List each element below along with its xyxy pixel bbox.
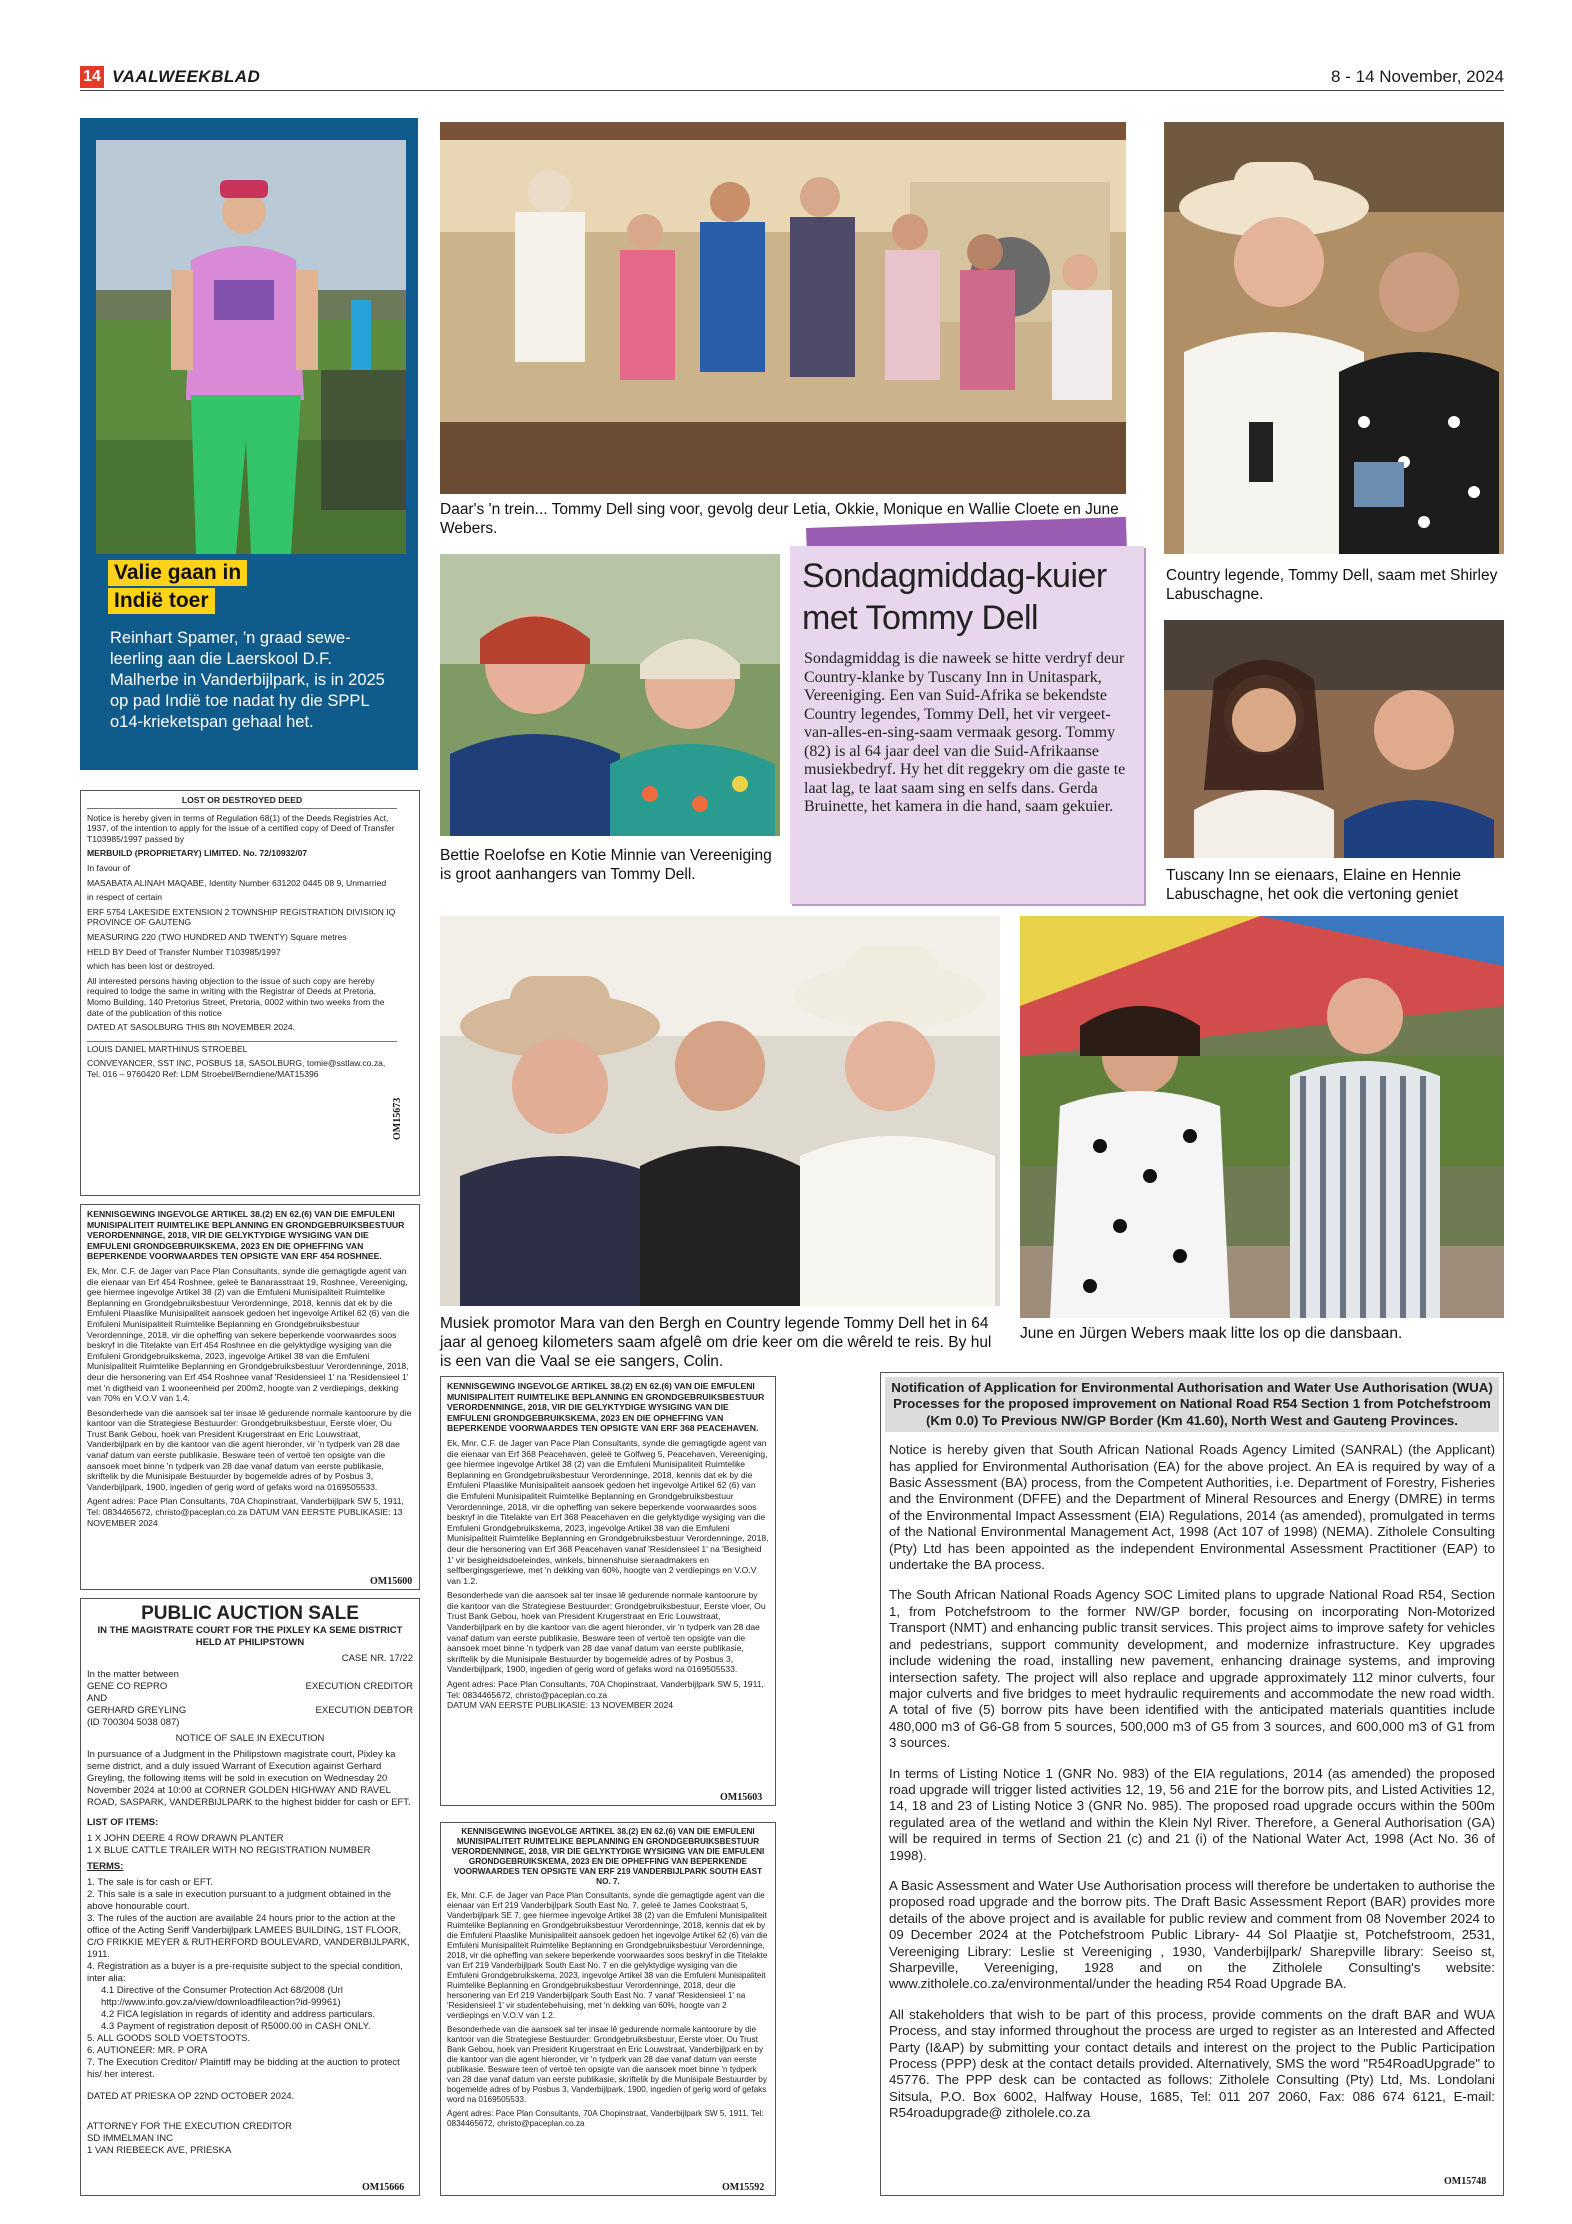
lost-deed-p6: ERF 5754 LAKESIDE EXTENSION 2 TOWNSHIP REGISTRATION DIVISION IQ PROVINCE OF GAUTENG (87, 906, 396, 928)
header-rule (80, 90, 1504, 91)
auction-t4b: 4.2 FICA legislation in regards of identity and address particulars. (101, 2009, 376, 2020)
feature-title-line1: Sondagmiddag-kuier (802, 557, 1107, 595)
auction-party2: GERHARD GREYLING (87, 1705, 187, 1716)
environmental-title: Notification of Application for Environmental Authorisation and Water Use Authorisation (WUA) Processes for the proposed improvement on National Road R54 Section 1 from Potchefstroom (Km 0.0) To Previous NW/GP Border (Km 41.60), North West and Gauteng Provinces. (885, 1377, 1499, 1432)
auction-t4a: 4.1 Directive of the Consumer Protection Act 68/2008 (Url http://www.info.gov.za/view/downloadfileaction?id-99961) (101, 1985, 343, 2008)
auction-role1: EXECUTION CREDITOR (305, 1681, 413, 1692)
vanderbijlpark-p1: Ek, Mnr. C.F. de Jager van Pace Plan Consultants, synde die gemagtigde agent van die eienaar van Erf 219 Vanderbijlpark South East No. 7, geleë te James Cookstraat 5, Vanderbijlpark SE 7, gee hiermee ingevolge Artikel 38 (2) van die Emfuleni Munisipaliteit Ruimtelike Beplanning en Grondgebruiksbestuur Verordenninge, 2018, kennis dat ek by die Emfuleni Plaaslike Munisipaliteit aansoek gedoen het ingevolge Artikel 62 (6) van die Emfuleni Munisipaliteit Ruimtelike Beplanning en Grondgebruiksbestuur Verordenninge, 2018, vir die opheffing van sekere beperkende voorwaardes soos beskryf in die Titelakte van Erf 219 Vanderbijlpark South East No. 7 en die gelyktydige wysiging van die Emfuleni Grondgebruikskema, 2023, ingevolge Artikel 38 van die Emfuleni Munisipaliteit Ruimtelike Beplanning en Grondgebruiksbestuur Verordenninge, 2018, deur die hersonering van Erf 219 Vanderbijlpark South East No. 7 vanaf 'Residensieel 1' na 'Residensieel 1' vir studentebehuising, met 'n dekking van 60%, hoogte van 2 verdiepings en V.O.V van 1.2. (447, 1891, 768, 2020)
auction-matter: In the matter between (87, 1669, 179, 1680)
auction-subtitle: IN THE MAGISTRATE COURT FOR THE PIXLEY KA SEME DISTRICT HELD AT PHILIPSTOWN (97, 1625, 403, 1648)
dance-train-photo (440, 122, 1126, 494)
auction-notice (80, 1598, 420, 2196)
lost-deed-ref: OM15673 (392, 1097, 403, 1140)
auction-notice-title: NOTICE OF SALE IN EXECUTION (175, 1733, 325, 1744)
vanderbijlpark-p2: Besonderhede van die aansoek sal ter insae lê gedurende normale kantoorure by die kantoor van die Strategiese Bestuurder: Grondgebruiksbestuur, Eerste vloer, Ou Trust Bank Gebou, hoek van President Krugerstraat en Eric Louwstraat, Vanderbijlpark en by die kantoor van die agent hieronder, vir 'n tydperk van 28 dae vanaf datum van eerste publikasie. Besware teen of vertoë ten opsigte van die aansoek moet binne 'n tydperk van 28 dae vanaf datum van eerste publikasie, skriftelik by die Munisipale Bestuurder by bogemelde adres of by Posbus 3, Vanderbijlpark, 1900, ingedien of gerig word of gefaks word na 0169505533. (447, 2025, 767, 2104)
page-number: 14 (80, 66, 104, 88)
peacehaven-p1: Ek, Mnr. C.F. de Jager van Pace Plan Consultants, synde die gemagtigde agent van die eienaar van Erf 368 Peacehaven, geleë te Golfweg 5, Peacehaven, Vereeniging, gee hiermee ingevolge Artikel 38 (2) van die Emfuleni Munisipaliteit Ruimtelike Beplanning en Grondgebruiksbestuur Verordenninge, 2018, kennis dat ek by die Emfuleni Plaaslike Munisipaliteit aansoek gedoen het ingevolge Artikel 62 (6) van die Emfuleni Munisipaliteit Ruimtelike Beplanning en Grondgebruiksbestuur Verordenninge, 2018, vir die opheffing van sekere beperkende voorwaardes soos beskryf in die Titelakte van Erf 368 Peacehaven en die gelyktydige wysiging van die Emfuleni Grondgebruikskema, 2023, ingevolge Artikel 38 van die Emfuleni Munisipaliteit Ruimtelike Beplanning en Grondgebruiksbestuur Verordenninge, 2018, deur die hersonering van Erf 368 Peacehaven vanaf 'Residensieel 1' na 'Besigheid 1' vir besigheidsdoeleindes, winkels, binnenshuise sieraadmakers en selfbergingsgeriewe, met 'n dekking van 60%, hoogte van 2 verdiepings en V.O.V van 1.2. (447, 1437, 769, 1586)
country-legend-caption: Country legende, Tommy Dell, saam met Shirley Labuschagne. (1166, 567, 1498, 603)
auction-and: AND (87, 1693, 108, 1704)
auction-attorney3: 1 VAN RIEBEECK AVE, PRIESKA (87, 2145, 232, 2156)
roshnee-title: KENNISGEWING INGEVOLGE ARTIKEL 38.(2) EN 62.(6) VAN DIE EMFULENI MUNISIPALITEIT RUIMTELIKE BEPLANNING EN GRONDGEBRUIKSBESTUUR VERORDENNINGE, 2018, VIR DIE GELYKTYDIGE WYSIGING VAN DIE EMFULENI GRONDGEBRUIKSKEMA, 2023 EN DIE OPHEFFING VAN BEPERKENDE VOORWAARDES TEN OPSIGTE VAN ERF 454 ROSHNEE. (87, 1209, 405, 1262)
auction-t4: 4. Registration as a buyer is a pre-requisite subject to the special condition, inter alia: (87, 1961, 403, 1984)
peacehaven-notice (440, 1376, 776, 1806)
lost-deed-notice (80, 790, 420, 1196)
tuscany-owners-photo (1164, 620, 1504, 858)
country-legend-photo (1164, 122, 1504, 554)
auction-role2: EXECUTION DEBTOR (315, 1705, 413, 1716)
auction-item1: 1 X JOHN DEERE 4 ROW DRAWN PLANTER (87, 1833, 284, 1844)
lost-deed-p4: MASABATA ALINAH MAQABE, Identity Number 631202 0445 08 9, Unmarried (87, 877, 387, 888)
india-headline-line1: Valie gaan in (108, 560, 247, 586)
auction-party1-row (87, 1681, 413, 1693)
roshnee-p1: Ek, Mnr. C.F. de Jager van Pace Plan Consultants, synde die gemagtigde agent van die eienaar van Erf 454 Roshnee, geleë te Banarasstraat 19, Roshnee, Vereeniging, gee hiermee ingevolge Artikel 38 (2) van die Emfuleni Munisipaliteit Ruimtelike Beplanning en Grondgebruiksbestuur Verordenninge, 2018, kennis dat ek by die Emfuleni Plaaslike Munisipaliteit aansoek gedoen het ingevolge Artikel 62 (6) van die Emfuleni Munisipaliteit Ruimtelike Beplanning en Grondgebruiksbestuur Verordenninge, 2018, vir die opheffing van sekere beperkende voorwaardes soos beskryf in die Titelakte van Erf 454 Roshnee en die gelyktydige wysiging van die Emfuleni Grondgebruikskema, 2023, ingevolge Artikel 38 van die Emfuleni Munisipaliteit Ruimtelike Beplanning en Grondgebruiksbestuur Verordenninge, 2018, deur die hersonering van Erf 454 Roshnee vanaf 'Residensieel 1' na 'Residensieel 1' met 'n digtheid van 1 wooneenheid per 200m2, hoogte van 2 verdiepings, dekking van 70% en V.O.V van 1.4. (87, 1265, 410, 1404)
auction-case: CASE NR. 17/22 (341, 1653, 413, 1664)
auction-party2-row (87, 1705, 413, 1717)
auction-item2: 1 X BLUE CATTLE TRAILER WITH NO REGISTRATION NUMBER (87, 1845, 371, 1856)
auction-p1: In pursuance of a Judgment in the Philipstown magistrate court, Pixley ka seme district, and a duly issued Warrant of Execution against Gerhard Greyling, the following items will be sold in execution on Wednesday 20 November 2024 at 10:00 at CORNER GOLDEN HIGHWAY AND RAVEL ROAD, SASPARK, VANDERBIJLPARK to the highest bidder for cash or EFT. (87, 1749, 411, 1808)
auction-t2: 2. This sale is a sale in execution pursuant to a judgment obtained in the above honourable court. (87, 1889, 392, 1912)
dance-caption: Daar's 'n trein... Tommy Dell sing voor, gevolg deur Letia, Okkie, Monique en Wallie Cloete en June Webers. (440, 501, 1119, 537)
peacehaven-p2: Besonderhede van die aansoek sal ter insae lê gedurende normale kantoorure by die kantoor van die Strategiese Bestuurder: Grondgebruiksbestuur, Eerste vloer, Ou Trust Bank Gebou, hoek van President Krugerstraat en Eric Louwstraat, Vanderbijlpark en by die kantoor van die agent hieronder, vir 'n tydperk van 28 dae vanaf datum van eerste publikasie. Besware teen of vertoë ten opsigte van die aansoek moet binne 'n tydperk van 28 dae vanaf datum van eerste publikasie, skriftelik by die Munisipale Bestuurder by bogemelde adres of by Posbus 3, Vanderbijlpark, 1900, ingedien of gerig word of gefaks word na 0169505533. (447, 1590, 766, 1675)
environmental-p5: All stakeholders that wish to be part of this process, provide comments on the draft BAR and WUA Process, and stay informed throughout the process are urged to register as an Interested and Affected Party (I&AP) by submitting your contact details and interest on the project to the Public Participation Process (PPP) desk at the contact details provided. Alternatively, SMS the word "R54RoadUpgrade" to 45776. The PPP desk can be contacted as follows: Zitholele Consulting (Pty) Ltd, Ms. Londolani Sitsula, P.O. Box 6002, Halfway House, 1685, Tel: 011 207 2060, Fax: 086 674 6121, E-mail: R54roadupgrade@ zitholele.co.za (889, 2006, 1495, 2121)
peacehaven-p4: DATUM VAN EERSTE PUBLIKASIE: 13 NOVEMBER 2024 (447, 1700, 674, 1711)
lost-deed-title: LOST OR DESTROYED DEED (87, 795, 397, 809)
peacehaven-p3: Agent adres: Pace Plan Consultants, 70A Chopinstraat, Vanderbijlpark SW 5, 1911, Tel: 0834465672, christo@paceplan.co.za (447, 1679, 764, 1700)
lost-deed-p9: which has been lost or destroyed. (87, 961, 216, 972)
auction-t4c: 4.3 Payment of registration deposit of R5000.00 in CASH ONLY. (101, 2021, 371, 2032)
lost-deed-p11: DATED AT SASOLBURG THIS 8th NOVEMBER 2024. (87, 1022, 296, 1033)
auction-terms-title: TERMS: (87, 1861, 124, 1872)
mara-caption: Musiek promotor Mara van den Bergh en Country legende Tommy Dell het in 64 jaar al genoeg kilometers saam afgelê om drie keer om die wêreld te reis. By hul is een van die Vaal se eie sangers, Colin. (440, 1315, 992, 1370)
india-headline-line2: Indië toer (108, 588, 215, 614)
environmental-ref: OM15748 (1444, 2176, 1487, 2187)
publication-name: VAALWEEKBLAD (112, 67, 261, 86)
auction-t7: 7. The Execution Creditor/ Plaintiff may be bidding at the auction to protect his/ her interest. (87, 2057, 400, 2080)
auction-list-title: LIST OF ITEMS: (87, 1817, 159, 1828)
auction-ref: OM15666 (362, 2182, 405, 2193)
roshnee-ref: OM15600 (370, 1576, 413, 1587)
auction-id: (ID 700304 5038 087) (87, 1717, 180, 1728)
lost-deed-p2: MERBUILD (PROPRIETARY) LIMITED. No. 72/10932/07 (87, 848, 308, 859)
june-caption: June en Jürgen Webers maak litte los op die dansbaan. (1020, 1325, 1403, 1342)
auction-t1: 1. The sale is for cash or EFT. (87, 1877, 214, 1888)
issue-date: 8 - 14 November, 2024 (1331, 67, 1504, 86)
lost-deed-p12: LOUIS DANIEL MARTHINUS STROEBEL (87, 1041, 397, 1055)
auction-dated: DATED AT PRIESKA OP 22ND OCTOBER 2024. (87, 2091, 295, 2102)
tuscany-caption: Tuscany Inn se eienaars, Elaine en Hennie Labuschagne, het ook die vertoning geniet (1166, 867, 1461, 903)
roshnee-p3: Agent adres: Pace Plan Consultants, 70A Chopinstraat, Vanderbijlpark SW 5, 1911, Tel: 0834465672, christo@paceplan.co.za DATUM VAN EERSTE PUBLIKASIE: 13 NOVEMBER 2024 (87, 1496, 404, 1528)
auction-attorney2: SD IMMELMAN INC (87, 2133, 174, 2144)
environmental-p2: The South African National Roads Agency SOC Limited plans to upgrade National Road R54, Section 1, from Potchefstroom to the former NW/GP border, focusing on incorporating Non-Motorized Transport (NMT) and enhancing public transit services. This project aims to improve safety for vehicles and pedestrians, support community development, and modernize infrastructure. Key upgrades include widening the road, installing new pavement, enhancing drainage systems, and improving intersection safety. The project will also replace and upgrade approximately 112 minor culverts, four major culverts and five bridges to meet hydraulic requirements and accommodate the new road width. A total of five (5) borrow pits have been identified with the anticipated materials quantities include 480,000 m3 of G6-G8 from 5 sources, 500,000 m3 of G5 from 3 sources, and 600,000 m3 of G1 from 3 sources. (889, 1587, 1495, 1751)
lost-deed-p1: Notice is hereby given in terms of Regulation 68(1) of the Deeds Registries Act, 1937, of the intention to apply for the issue of a certified copy of Deed of Transfer T103985/1997 passed by (87, 812, 395, 844)
feature-body: Sondagmiddag is die naweek se hitte verdryf deur Country-klanke by Tuscany Inn in Unitaspark, Vereeniging. Een van Suid-Afrika se bekendste Country legendes, Tommy Dell, het vir vergeet-van-alles-en-sing-saam vermaak gesorg. Tommy (82) is al 64 jaar deel van die Suid-Afrikaanse musiekbedryf. Hy het dit reggekry om die gaste te laat lag, te laat saam sing en selfs dans. Gerda Bruinette, het kamera in die hand, saam gekuier. (804, 650, 1126, 815)
bettie-kotie-photo (440, 554, 780, 836)
environmental-p4: A Basic Assessment and Water Use Authorisation process will therefore be undertaken to authorise the proposed road upgrade and the borrow pits. The Draft Basic Assessment Report (BAR) provides more details of the above project and is available for public review and comment from 08 November 2024 to 09 December 2024 at the Potchefstroom Public Library- 44 Sol Plaatjie st, Potchefstroom, 2531, Vereeniging Library: Leslie st Vereeniging , 1930, Vanderbijlpark/ Sharepville library: Seeiso st, Sharpeville, Vereeniging, 1928 and on the Zitholele Consulting's website: www.zitholele.co.za/environmental/under the heading R54 Road Upgrade BA. (889, 1877, 1495, 1992)
auction-t3: 3. The rules of the auction are available 24 hours prior to the action at the office of the Acting Seriff Vanderbijlpark LAMEES BUILDING, 1ST FLOOR, C/O FRIKKIE MEYER & RUTHERFORD BOULEVARD, VANDERBIJLPARK, 1911. (87, 1913, 410, 1960)
lost-deed-p5: in respect of certain (87, 892, 162, 903)
bettie-caption: Bettie Roelofse en Kotie Minnie van Vereeniging is groot aanhangers van Tommy Dell. (440, 847, 772, 883)
peacehaven-ref: OM15603 (720, 1792, 763, 1803)
lost-deed-p10: All interested persons having objection to the issue of such copy are hereby required to lodge the same in writing with the Registrar of Deeds at Pretoria, Momo Building, 140 Pretorius Street, Pretoria, 0002 within two weeks from the date of the publication of this notice (87, 975, 385, 1018)
peacehaven-title: KENNISGEWING INGEVOLGE ARTIKEL 38.(2) EN 62.(6) VAN DIE EMFULENI MUNISIPALITEIT RUIMTELIKE BEPLANNING EN GRONDGEBRUIKSBESTUUR VERORDENNINGE, 2018, VIR DIE GELYKTYDIGE WYSIGING VAN DIE EMFULENI GRONDGEBRUIKSKEMA, 2023 EN DIE OPHEFFING VAN BEPERKENDE VOORWAARDES TEN OPSIGTE VAN ERF 368 PEACEHAVEN. (447, 1381, 765, 1434)
auction-party1: GENE CO REPRO (87, 1681, 168, 1692)
lost-deed-p13: CONVEYANCER, SST INC, POSBUS 18, SASOLBURG, tomie@sstlaw.co.za, Tel. 016 – 9760420 Ref: LDM Stroebel/Berndiene/MAT15396 (87, 1058, 386, 1079)
auction-title: PUBLIC AUCTION SALE (141, 1603, 359, 1624)
auction-t6: 6. AUTIONEER: MR. P ORA (87, 2045, 208, 2056)
vanderbijlpark-title: KENNISGEWING INGEVOLGE ARTIKEL 38.(2) EN 62.(6) VAN DIE EMFULENI MUNISIPALITEIT RUIMTELIKE BEPLANNING EN GRONDGEBRUIKSBESTUUR VERORDENNINGE, 2018, VIR DIE GELYKTYDIGE WYSIGING VAN DIE EMFULENI GRONDGEBRUIKSKEMA, 2023 EN DIE OPHEFFING VAN BEPERKENDE VOORWAARDES TEN OPSIGTE VAN ERF 219 VANDERBIJLPARK SOUTH EAST NO. 7. (451, 1827, 765, 1886)
auction-t5: 5. ALL GOODS SOLD VOETSTOOTS. (87, 2033, 251, 2044)
feature-title-line2: met Tommy Dell (802, 599, 1039, 637)
vanderbijlpark-notice (440, 1822, 776, 2196)
roshnee-notice (80, 1204, 420, 1590)
lost-deed-p7: MEASURING 220 (TWO HUNDRED AND TWENTY) Square metres (87, 931, 347, 942)
vanderbijlpark-p3: Agent adres: Pace Plan Consultants, 70A Chopinstraat, Vanderbijlpark SW 5, 1911, Tel: 0834465672, christo@paceplan.co.za (447, 2109, 764, 2128)
roshnee-p2: Besonderhede van die aansoek sal ter insae lê gedurende normale kantoorure by die kantoor van die Strategiese Bestuurder: Grondgebruiksbestuur, Eerste vloer, Ou Trust Bank Gebou, hoek van President Krugerstraat en Eric Louwstraat, Vanderbijlpark en by die kantoor van die agent hieronder, vir 'n tydperk van 28 dae vanaf datum van eerste publikasie. Besware teen of vertoë ten opsigte van die aansoek moet binne 'n tydperk van 28 dae vanaf datum van eerste publikasie, skriftelik by die Munisipale Bestuurder by bogemelde adres of by Posbus 3, Vanderbijlpark, 1900, ingedien of gerig word of gefaks word na 0169505533. (87, 1407, 412, 1492)
environmental-p1: Notice is hereby given that South African National Roads Agency Limited (SANRAL) (the Applicant) has applied for Environmental Authorisation (EA) for the above project. An EA is required by way of a Basic Assessment (BA) process, from the Competent Authorities, i.e. Department of Forestry, Fisheries and the Environment (DFFE) and the Department of Mineral Resources and Energy (DMRE) in terms of the Environmental Impact Assessment (EIA) Regulations, 2014 (as amended), promulgated in terms of the National Environmental Management Act, 1998 (Act 107 of 1998) (NEMA). Zitholele Consulting (Pty) Ltd has been appointed as the independent Environmental Assessment Practitioner (EAP) to undertake the BA process. (889, 1442, 1495, 1573)
lost-deed-p3: In favour of (87, 862, 130, 873)
environmental-notice (880, 1372, 1504, 2196)
auction-attorney1: ATTORNEY FOR THE EXECUTION CREDITOR (87, 2121, 292, 2132)
vanderbijlpark-ref: OM15592 (722, 2182, 765, 2193)
cricketer-photo (96, 140, 406, 554)
india-body: Reinhart Spamer, 'n graad sewe-leerling aan die Laerskool D.F. Malherbe in Vanderbijlpark, is in 2025 op pad Indië toe nadat hy die SPPL o14-krieketspan gehaal het. (110, 629, 385, 731)
environmental-p3: In terms of Listing Notice 1 (GNR No. 983) of the EIA regulations, 2014 (as amended) the proposed road upgrade will trigger listed activities 12, 19, 56 and 21E for the borrow pits, and Listed Activities 12, 14, 18 and 23 of Listing Notice 3 (GNR No. 985). The proposed road upgrade occurs within the 500m regulated area of the wetland and within the Klein Nyl River. Therefore, a General Authorisation (GA) will be required in terms of Section 21 (c) and 21 (i) of the National Water Act, 1998 (Act No. 36 of 1998). (889, 1765, 1495, 1863)
mara-tommy-colin-photo (440, 916, 1000, 1306)
june-jurgen-dancing-photo (1020, 916, 1504, 1318)
lost-deed-p8: HELD BY Deed of Transfer Number T103985/1997 (87, 946, 281, 957)
